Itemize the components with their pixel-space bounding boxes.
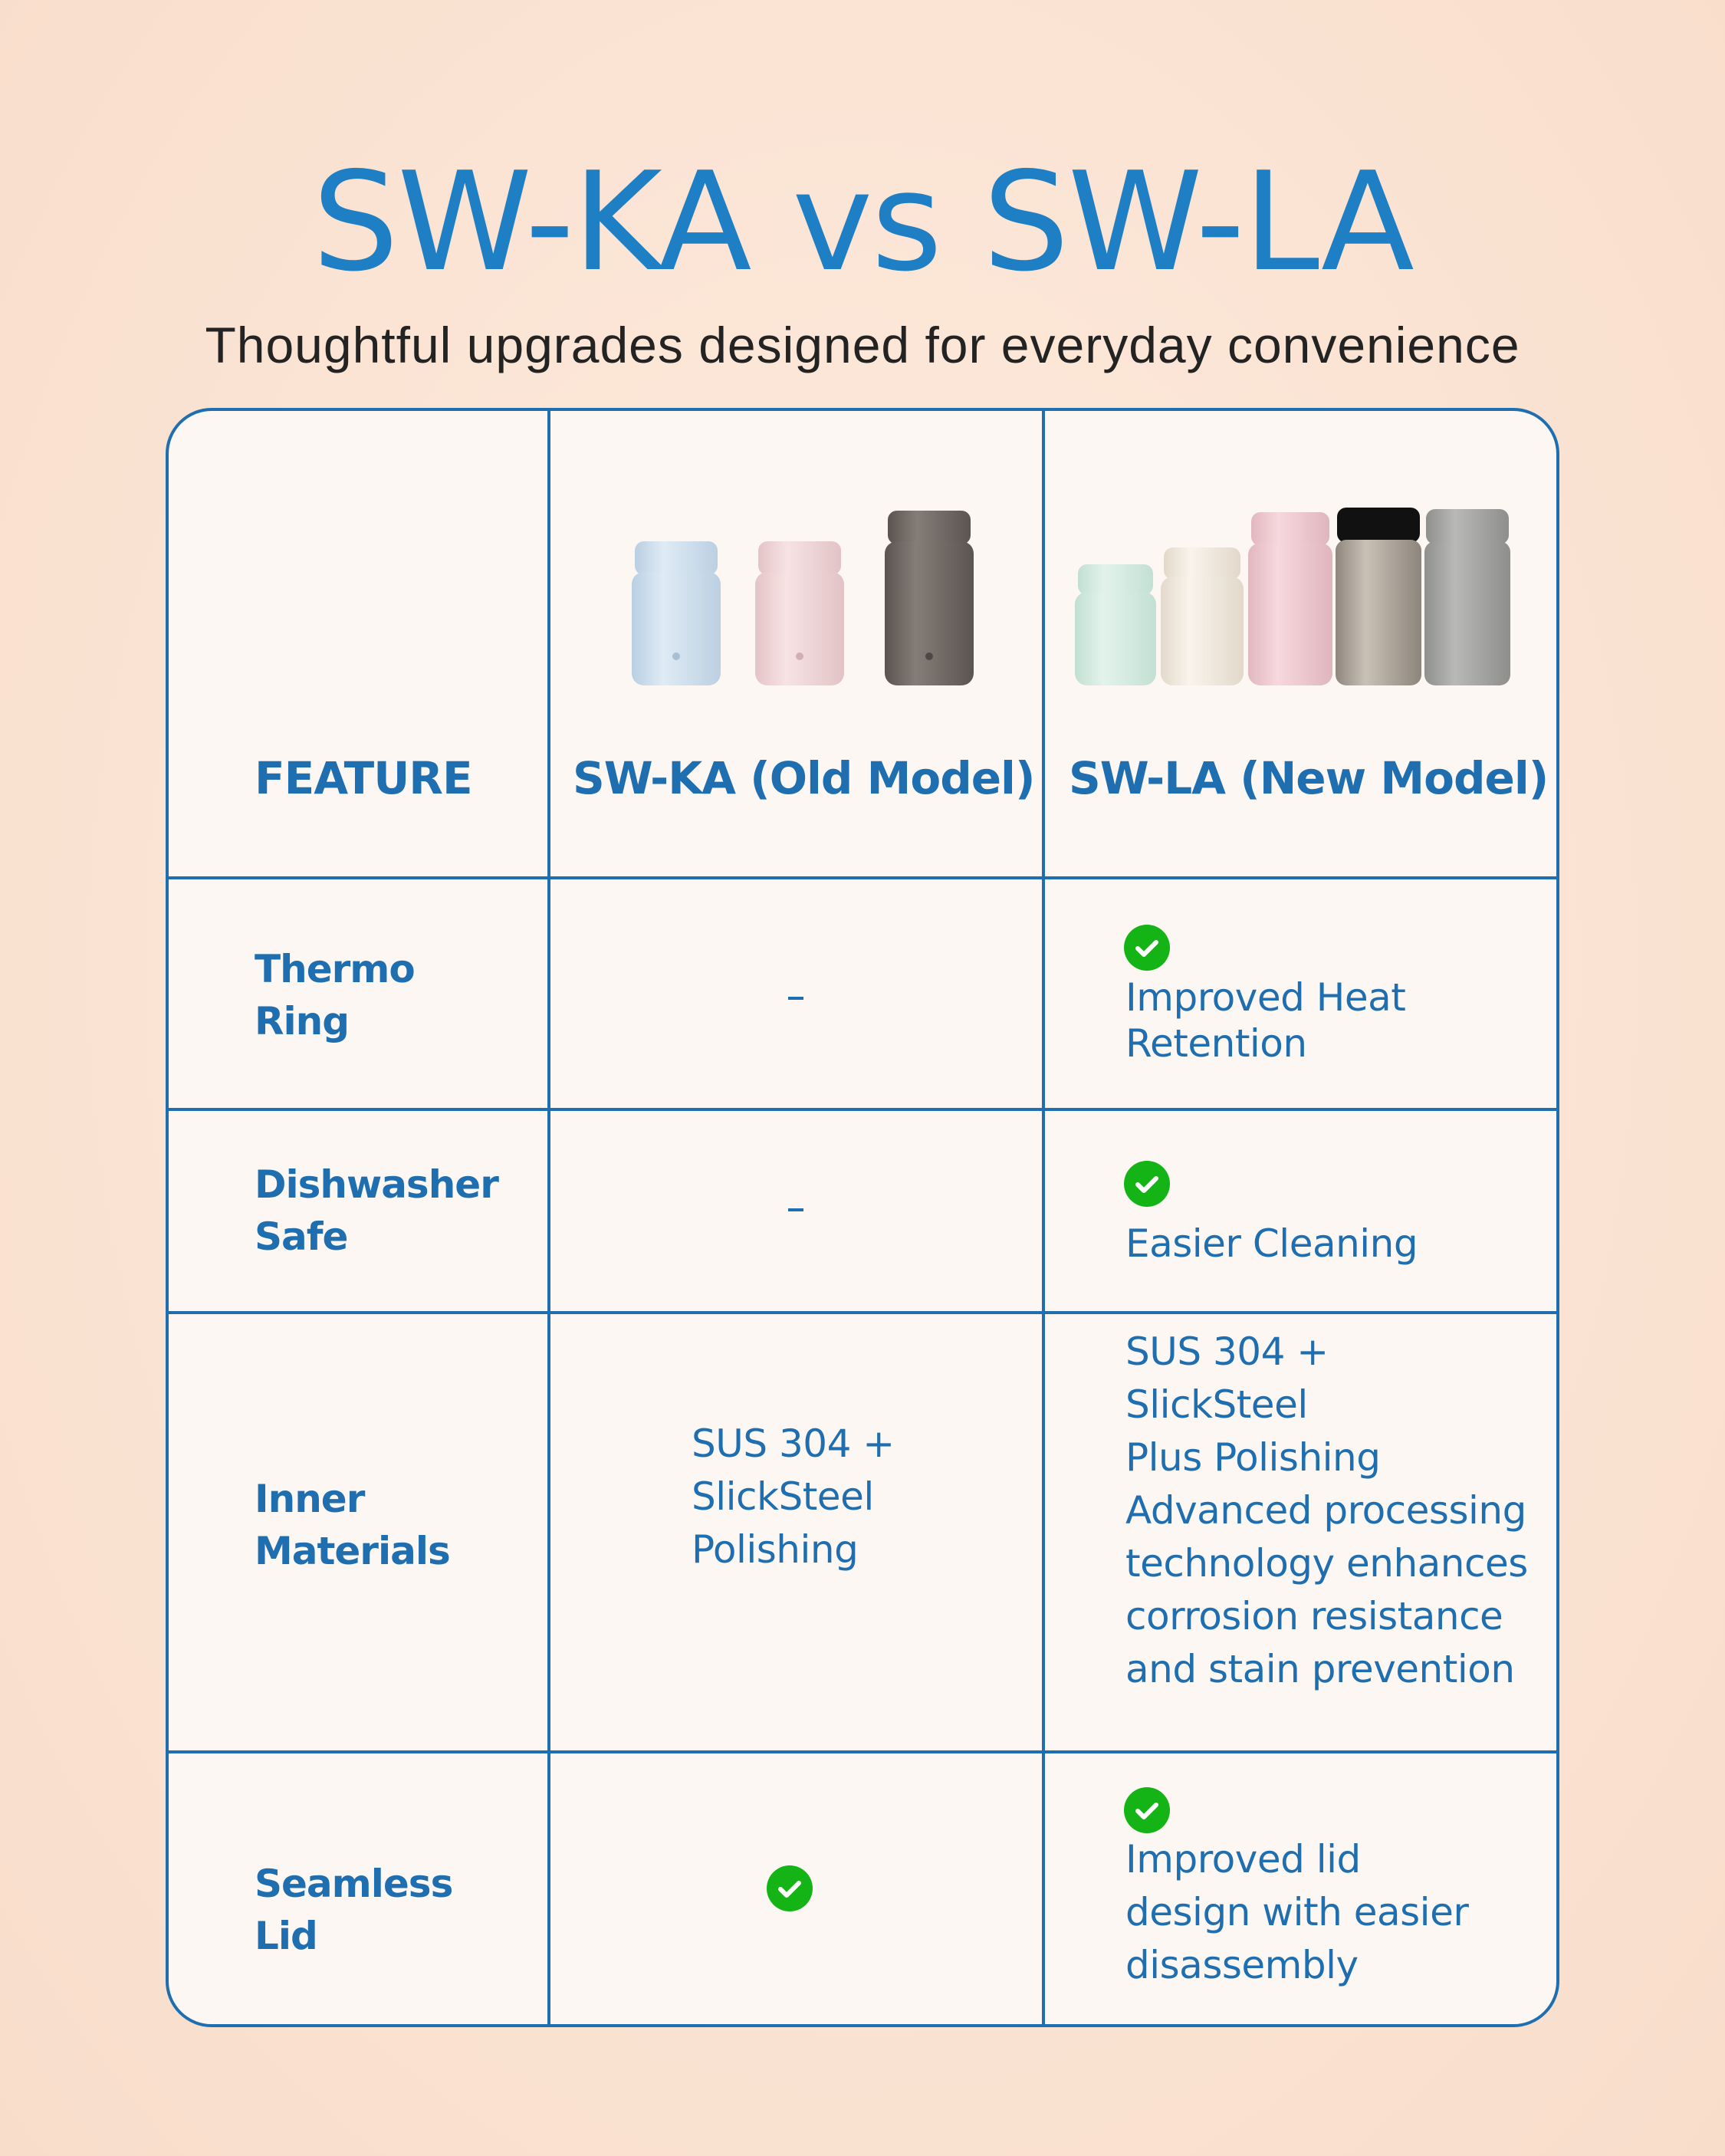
checkmark-icon — [767, 1865, 813, 1911]
row-divider — [169, 1311, 1556, 1314]
jar-cream — [1161, 547, 1244, 687]
comparison-table — [166, 408, 1559, 2027]
page-title: SW-KA vs SW-LA — [312, 143, 1413, 301]
jar-pink — [755, 541, 844, 687]
old-model-value: SUS 304 + SlickSteel Polishing — [692, 1421, 895, 1572]
jar-gray — [1424, 509, 1510, 687]
feature-label: Thermo Ring — [255, 947, 415, 1043]
feature-label: Seamless Lid — [255, 1862, 453, 1958]
row-divider — [169, 1108, 1556, 1111]
feature-label: Inner Materials — [255, 1477, 450, 1573]
not-available-dash — [788, 997, 803, 1000]
new-model-value: SUS 304 + SlickSteel Plus Polishing Advanced processing technology enhances corrosion resistance and stain prevention — [1125, 1329, 1528, 1691]
new-model-value: Improved lid design with easier disassembly — [1125, 1837, 1469, 1987]
new-model-value: Improved Heat Retention — [1125, 975, 1406, 1066]
row-divider — [169, 1750, 1556, 1753]
page-subtitle: Thoughtful upgrades designed for everyday convenience — [205, 317, 1520, 373]
column-divider — [547, 411, 550, 2024]
checkmark-icon — [1124, 925, 1170, 971]
header-new-model: SW-LA (New Model) — [1069, 752, 1549, 804]
row-divider — [169, 876, 1556, 879]
checkmark-icon — [1124, 1787, 1170, 1833]
column-divider — [1042, 411, 1045, 2024]
jar-dark-gray — [885, 511, 974, 687]
not-available-dash — [788, 1208, 803, 1211]
jar-stainless — [1336, 508, 1421, 687]
feature-label: Dishwasher Safe — [255, 1162, 498, 1259]
checkmark-icon — [1124, 1161, 1170, 1207]
jar-light-blue — [632, 541, 721, 687]
header-old-model: SW-KA (Old Model) — [573, 752, 1035, 804]
jar-mint — [1075, 564, 1156, 687]
header-feature: FEATURE — [255, 752, 472, 804]
new-model-value: Easier Cleaning — [1125, 1221, 1418, 1266]
jar-rose — [1248, 512, 1332, 687]
